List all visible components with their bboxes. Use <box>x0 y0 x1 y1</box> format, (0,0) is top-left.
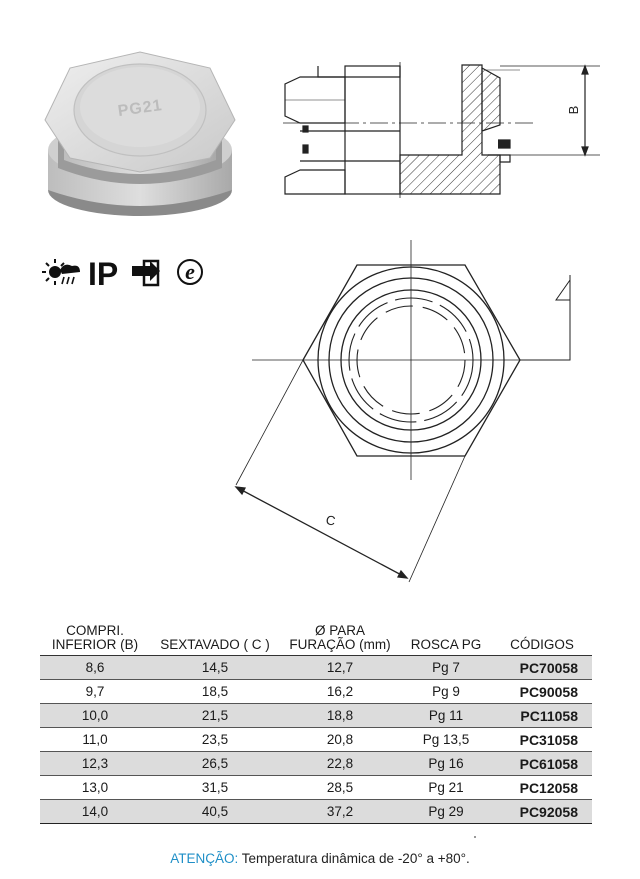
cell-hole: 37,2 <box>280 800 400 824</box>
cell-length: 12,3 <box>40 752 150 776</box>
cell-code: PC31058 <box>492 728 592 752</box>
cell-hex: 40,5 <box>150 800 280 824</box>
cell-hex: 23,5 <box>150 728 280 752</box>
header-hex: SEXTAVADO ( C ) <box>150 624 280 656</box>
cell-hex: 31,5 <box>150 776 280 800</box>
table-row <box>40 776 592 800</box>
ip-rating-label: IP <box>88 256 119 292</box>
cell-hole: 18,8 <box>280 704 400 728</box>
side-section-drawing <box>283 62 600 200</box>
e-certification-icon <box>178 259 202 284</box>
cell-thread: Pg 16 <box>400 752 492 776</box>
cell-thread: Pg 9 <box>400 680 492 704</box>
cell-thread: Pg 29 <box>400 800 492 824</box>
table-row <box>40 656 592 680</box>
cell-length: 10,0 <box>40 704 150 728</box>
cell-hole: 16,2 <box>280 680 400 704</box>
warning-text: Temperatura dinâmica de -20° a +80°. <box>241 851 470 866</box>
cell-code: PC90058 <box>492 680 592 704</box>
cell-thread: Pg 21 <box>400 776 492 800</box>
table-row <box>40 704 592 728</box>
cell-length: 14,0 <box>40 800 150 824</box>
header-hole: Ø PARA FURAÇÃO (mm) <box>280 624 400 656</box>
cell-hole: 22,8 <box>280 752 400 776</box>
top-view-drawing <box>236 240 570 582</box>
cell-hole: 20,8 <box>280 728 400 752</box>
cell-thread: Pg 13,5 <box>400 728 492 752</box>
cell-length: 9,7 <box>40 680 150 704</box>
dimension-c-label: C <box>324 512 337 529</box>
weather-resistance-icon <box>42 259 80 285</box>
cell-code: PC61058 <box>492 752 592 776</box>
temperature-note <box>0 851 640 866</box>
cell-code: PC70058 <box>492 656 592 680</box>
table-row <box>40 752 592 776</box>
door-insertion-icon <box>132 261 160 285</box>
table-row <box>40 728 592 752</box>
table-header-row <box>40 624 592 656</box>
cell-length: 8,6 <box>40 656 150 680</box>
table-row <box>40 680 592 704</box>
specification-table <box>40 624 592 824</box>
cell-hole: 28,5 <box>280 776 400 800</box>
warning-label: ATENÇÃO: <box>170 851 239 866</box>
header-code: CÓDIGOS <box>492 624 592 656</box>
header-length: COMPRI. INFERIOR (B) <box>40 624 150 656</box>
cell-code: PC92058 <box>492 800 592 824</box>
property-icons <box>42 256 202 292</box>
cell-code: PC12058 <box>492 776 592 800</box>
cell-hex: 26,5 <box>150 752 280 776</box>
cell-hex: 14,5 <box>150 656 280 680</box>
svg-text:e: e <box>185 259 195 284</box>
cell-hole: 12,7 <box>280 656 400 680</box>
decorative-dot <box>474 836 476 838</box>
cell-hex: 18,5 <box>150 680 280 704</box>
header-thread: ROSCA PG <box>400 624 492 656</box>
cell-length: 13,0 <box>40 776 150 800</box>
cell-thread: Pg 11 <box>400 704 492 728</box>
cell-hex: 21,5 <box>150 704 280 728</box>
cell-thread: Pg 7 <box>400 656 492 680</box>
pg-marking: PG21 <box>116 96 164 121</box>
product-photo <box>45 52 235 216</box>
cell-code: PC11058 <box>492 704 592 728</box>
dimension-b-label: B <box>566 105 581 115</box>
cell-length: 11,0 <box>40 728 150 752</box>
table-row <box>40 800 592 824</box>
